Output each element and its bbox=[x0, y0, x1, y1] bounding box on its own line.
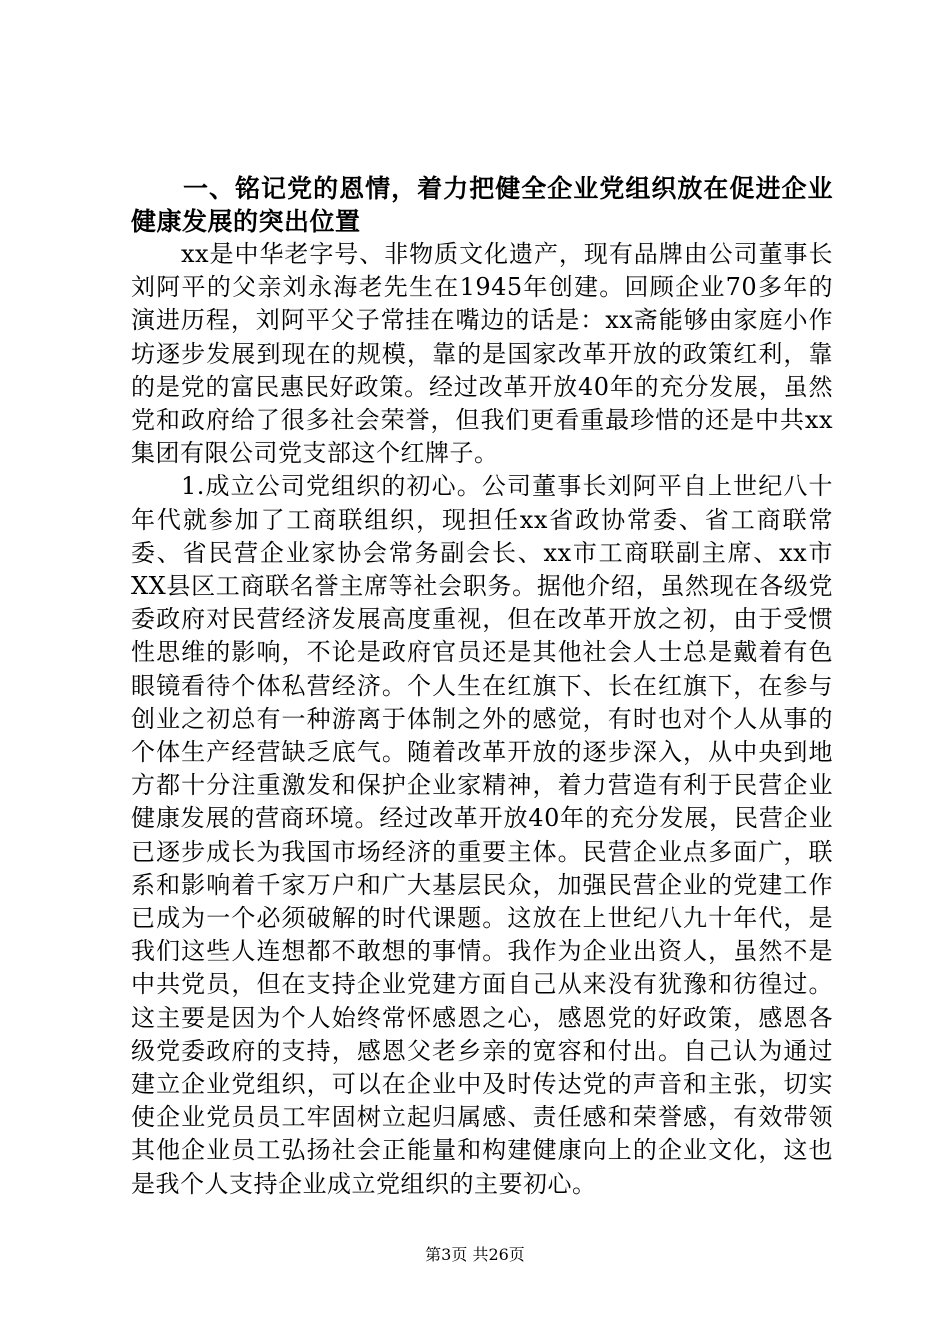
paragraph-founding-intent: 1.成立公司党组织的初心。公司董事长刘阿平自上世纪八十年代就参加了工商联组织，现担任xx省政协常委、省工商联常委、省民营企业家协会常务副会长、xx市工商联副主席、xx市XX县区工商联名誉主席等社会职务。据他介绍，虽然现在各级党委政府对民营经济发展高度重视，但在改革开放之初，由于受惯性思维的影响，不论是政府官员还是其他社会人士总是戴着有色眼镜看待个体私营经济。个人生在红旗下、长在红旗下，在参与创业之初总有一种游离于体制之外的感觉，有时也对个人从事的个体生产经营缺乏底气。随着改革开放的逐步深入，从中央到地方都十分注重激发和保护企业家精神，着力营造有利于民营企业健康发展的营商环境。经过改革开放40年的充分发展，民营企业已逐步成长为我国市场经济的重要主体。民营企业点多面广，联系和影响着千家万户和广大基层民众，加强民营企业的党建工作已成为一个必须破解的时代课题。这放在上世纪八九十年代，是我们这些人连想都不敢想的事情。我作为企业出资人，虽然不是中共党员，但在支持企业党建方面自己从来没有犹豫和彷徨过。这主要是因为个人始终常怀感恩之心，感恩党的好政策，感恩各级党委政府的支持，感恩父老乡亲的宽容和付出。自己认为通过建立企业党组织，可以在企业中及时传达党的声音和主张，切实使企业党员员工牢固树立起归属感、责任感和荣誉感，有效带领其他企业员工弘扬社会正能量和构建健康向上的企业文化，这也是我个人支持企业成立党组织的主要初心。 bbox=[131, 472, 833, 1198]
page-number-footer: 第3页 共26页 bbox=[425, 1245, 525, 1264]
paragraph-intro: xx是中华老字号、非物质文化遗产，现有品牌由公司董事长刘阿平的父亲刘永海老先生在1945年创建。回顾企业70多年的演进历程，刘阿平父子常挂在嘴边的话是：xx斋能够由家庭小作坊逐步发展到现在的规模，靠的是国家改革开放的政策红利，靠的是党的富民惠民好政策。经过改革开放40年的充分发展，虽然党和政府给了很多社会荣誉，但我们更看重最珍惜的还是中共xx集团有限公司党支部这个红牌子。 bbox=[131, 240, 833, 468]
document-body bbox=[131, 172, 833, 1201]
section-heading: 一、铭记党的恩情，着力把健全企业党组织放在促进企业健康发展的突出位置 bbox=[131, 174, 833, 236]
